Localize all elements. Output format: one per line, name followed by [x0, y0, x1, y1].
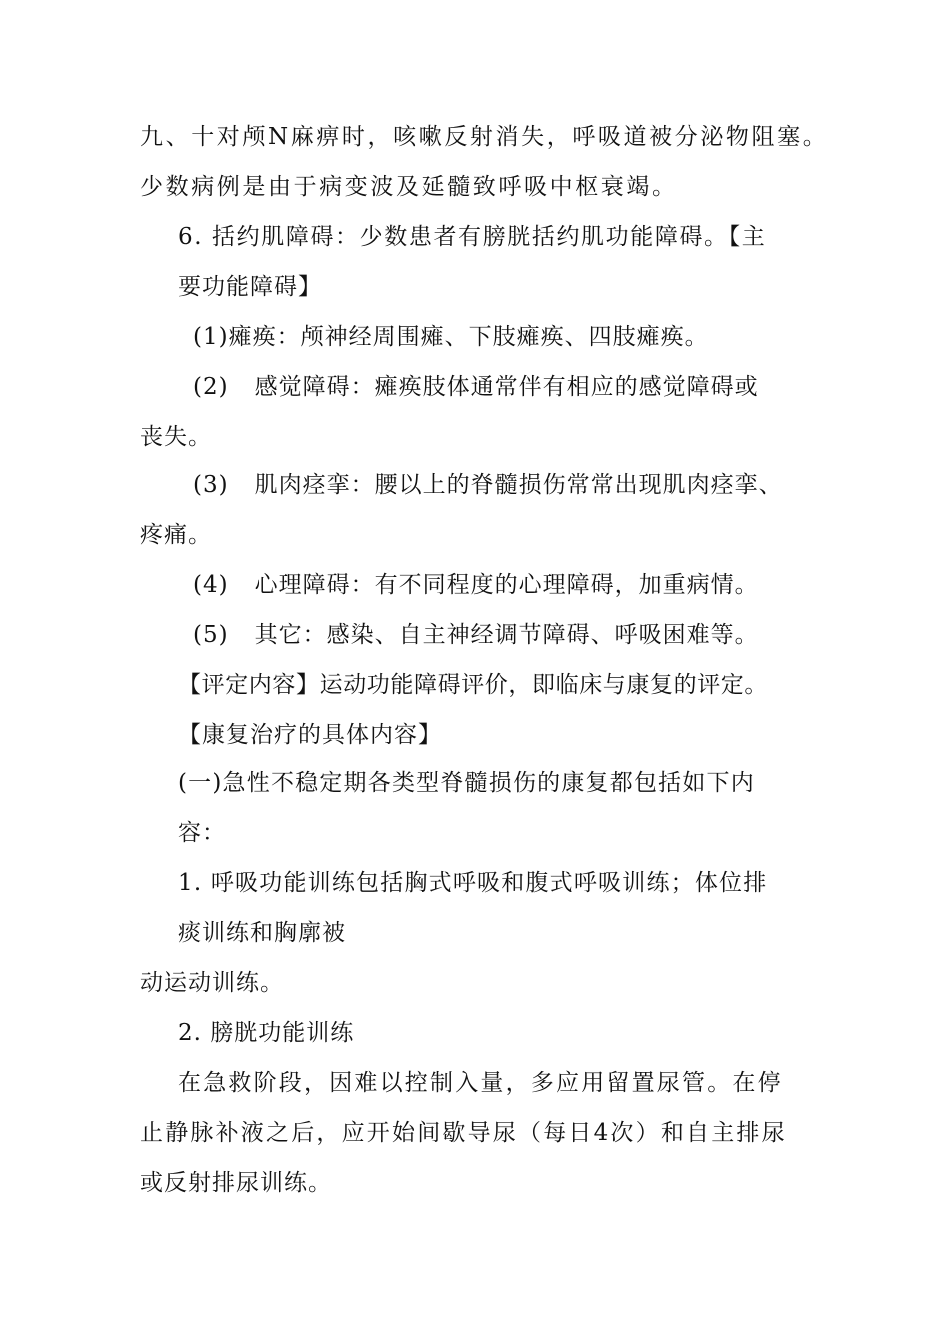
list-item-number: (2)	[193, 374, 229, 400]
section-heading-assessment: 【评定内容】运动功能障碍评价，即临床与康复的评定。	[178, 672, 768, 698]
list-item-number: (3)	[193, 472, 229, 498]
text-line: 要功能障碍】	[178, 274, 322, 300]
list-item	[193, 470, 783, 500]
list-item-number: (4)	[193, 572, 229, 598]
text-line: 九、十对颅N麻痹时，咳嗽反射消失，呼吸道被分泌物阻塞。	[140, 124, 829, 150]
numbered-item: 1. 呼吸功能训练包括胸式呼吸和腹式呼吸训练；体位排	[178, 870, 768, 896]
list-item-text: 其它：感染、自主神经调节障碍、呼吸困难等。	[254, 622, 759, 648]
list-item: (1)瘫痪：颅神经周围瘫、下肢瘫痪、四肢瘫痪。	[193, 324, 709, 350]
paragraph-line: 或反射排尿训练。	[140, 1170, 332, 1196]
text-line: 丧失。	[140, 424, 212, 450]
numbered-item: 2. 膀胱功能训练	[178, 1020, 355, 1046]
paragraph-line: 止静脉补液之后，应开始间歇导尿（每日4次）和自主排尿	[140, 1120, 787, 1146]
list-item	[193, 372, 759, 402]
list-item-text: 感觉障碍：瘫痪肢体通常伴有相应的感觉障碍或	[254, 374, 759, 400]
text-line: 疼痛。	[140, 522, 212, 548]
text-line: 少数病例是由于病变波及延髓致呼吸中枢衰竭。	[140, 174, 678, 200]
list-item-text: 肌肉痉挛：腰以上的脊髓损伤常常出现肌肉痉挛、	[254, 472, 783, 498]
list-item-number: (5)	[193, 622, 229, 648]
section-heading-sphincter: 6. 括约肌障碍：少数患者有膀胱括约肌功能障碍。【主	[178, 224, 767, 250]
section-heading-treatment: 【康复治疗的具体内容】	[178, 722, 442, 748]
text-line: 动运动训练。	[140, 970, 284, 996]
paragraph-line: 在急救阶段，因难以控制入量，多应用留置尿管。在停	[178, 1070, 783, 1096]
subsection-heading: (一)急性不稳定期各类型脊髓损伤的康复都包括如下内	[178, 770, 755, 796]
list-item-text: 心理障碍：有不同程度的心理障碍，加重病情。	[254, 572, 759, 598]
text-line: 痰训练和胸廓被	[178, 920, 346, 946]
list-item	[193, 570, 759, 600]
list-item	[193, 620, 759, 650]
text-line: 容：	[178, 820, 226, 846]
